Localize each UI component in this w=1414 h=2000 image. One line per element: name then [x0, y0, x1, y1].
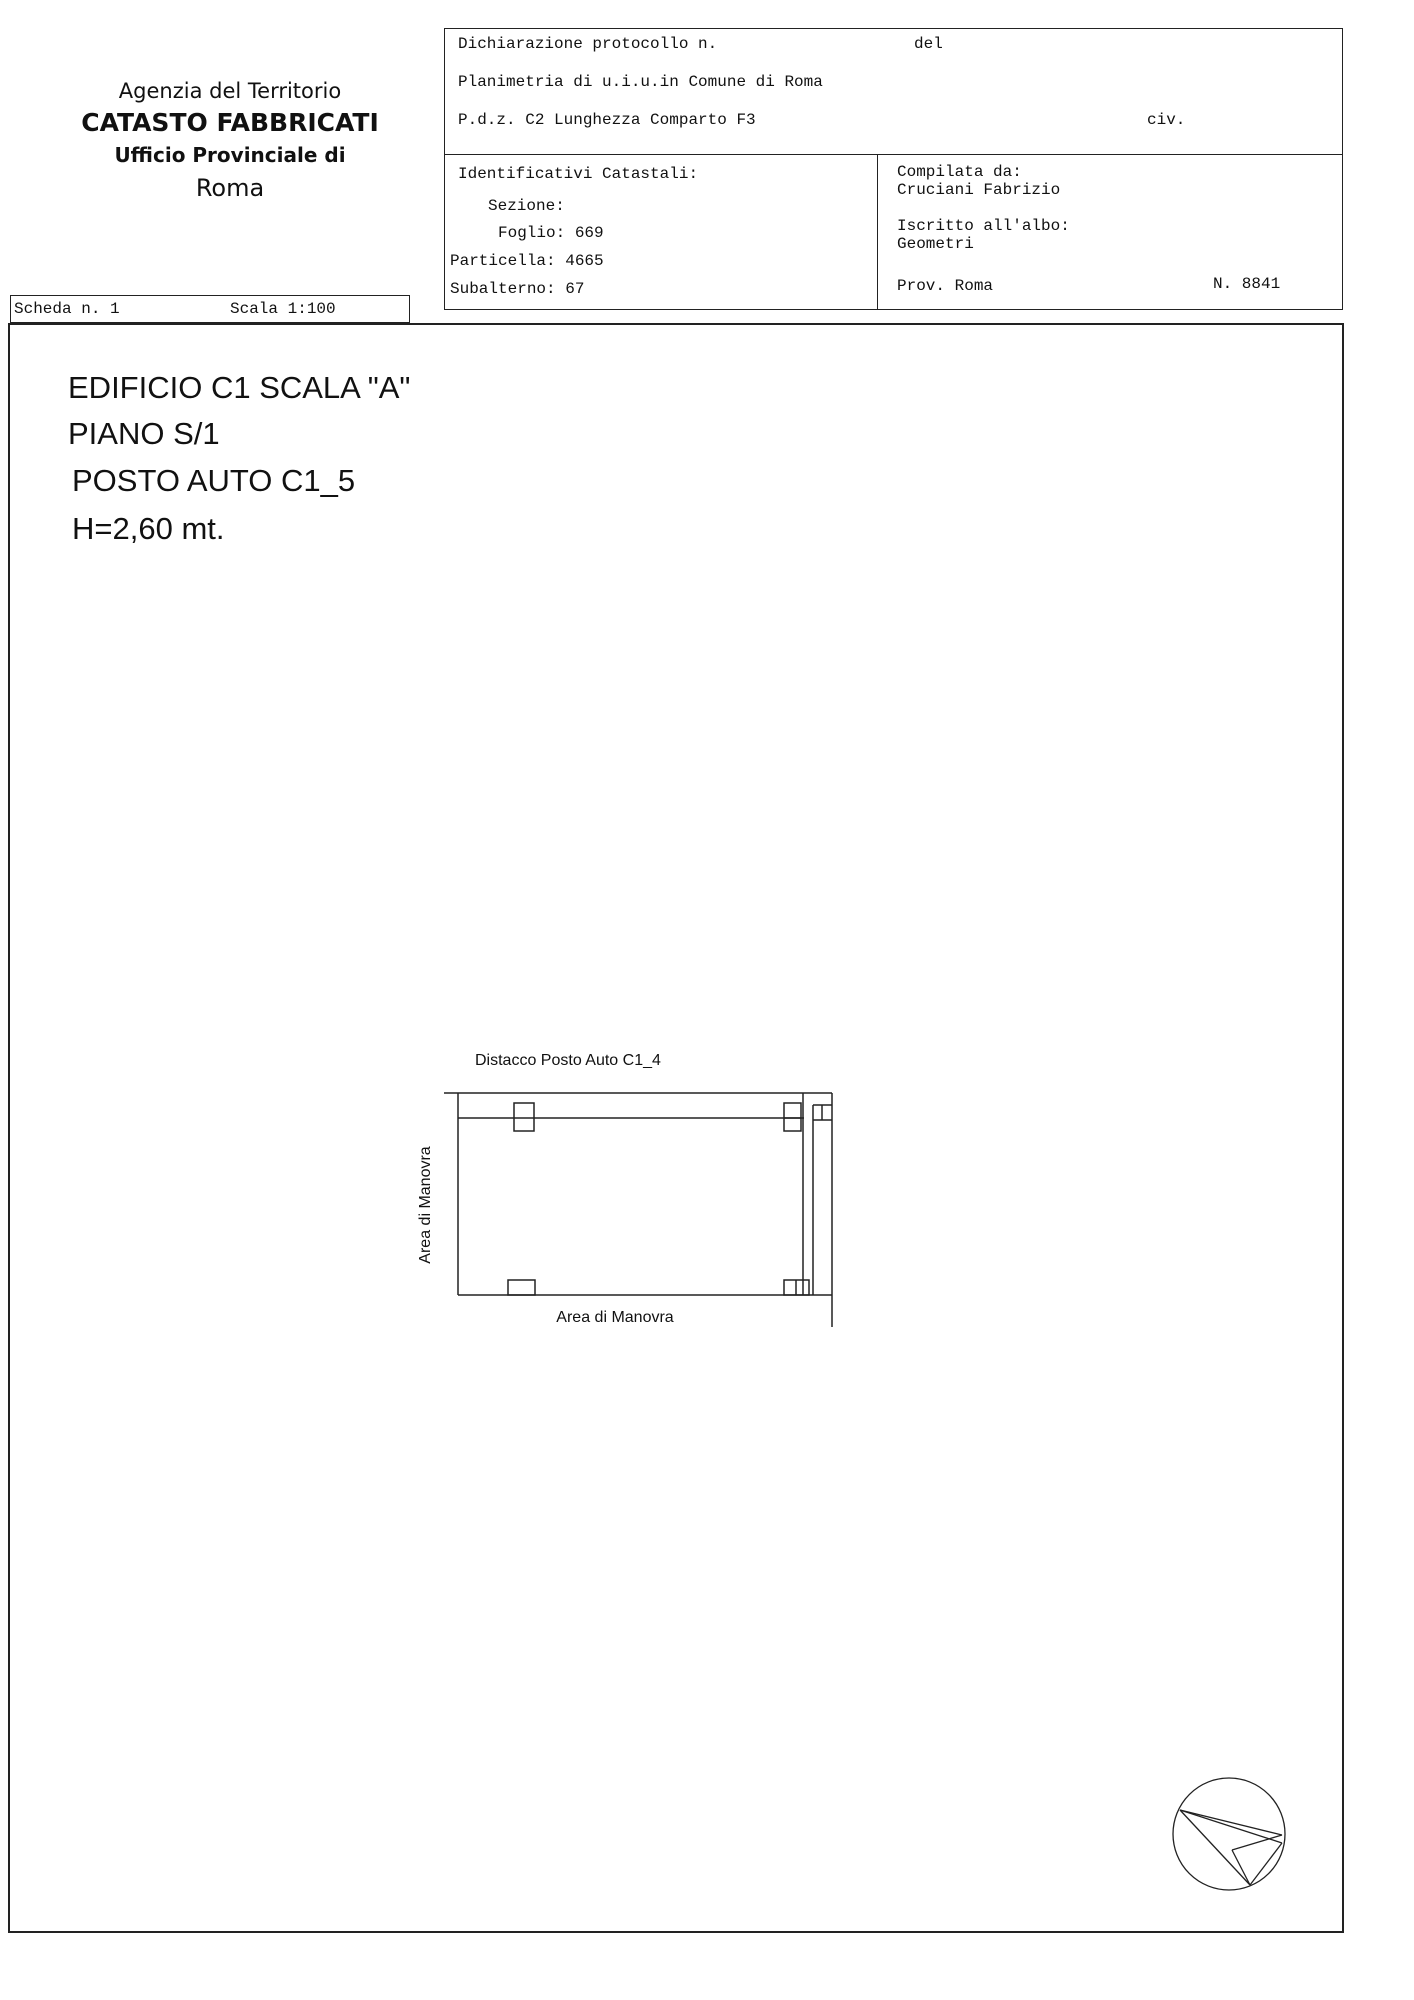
office-city: Roma	[195, 174, 265, 202]
office-label: Ufficio Provinciale di	[114, 143, 346, 167]
subalterno-field: Subalterno: 67	[450, 280, 585, 298]
sheet-number: Scheda n. 1	[14, 300, 120, 318]
left-maneuver-label: Area di Manovra	[417, 1146, 434, 1264]
agency-header	[30, 76, 430, 206]
registration-number: N. 8841	[1213, 275, 1281, 293]
protocol-date-label: del	[914, 35, 943, 53]
plan-pillars	[508, 1103, 809, 1295]
parking-floor-plan	[400, 1045, 860, 1345]
bottom-maneuver-label: Area di Manovra	[556, 1309, 674, 1326]
province-field: Prov. Roma	[897, 277, 994, 295]
compiler-name: Cruciani Fabrizio	[897, 181, 1061, 199]
plan-walls	[444, 1093, 832, 1327]
top-neighbor-label: Distacco Posto Auto C1_4	[475, 1052, 661, 1069]
protocol-label: Dichiarazione protocollo n.	[458, 35, 718, 53]
agency-name: Agenzia del Territorio	[118, 79, 342, 103]
planimetria-text: Planimetria di u.i.u.in Comune di Roma	[458, 73, 823, 91]
compiler-label: Compilata da:	[897, 163, 1022, 181]
header-column-divider	[877, 154, 878, 309]
declaration-box	[444, 28, 1343, 310]
north-arrow-icon	[1170, 1775, 1288, 1893]
foglio-field: Foglio: 669	[498, 224, 604, 242]
albo-label: Iscritto all'albo:	[897, 217, 1070, 235]
albo-value: Geometri	[897, 235, 974, 253]
identifiers-title: Identificativi Catastali:	[458, 165, 699, 183]
header-divider	[445, 154, 1342, 155]
pdz-text: P.d.z. C2 Lunghezza Comparto F3	[458, 111, 756, 129]
sheet-info-box	[10, 295, 410, 323]
particella-field: Particella: 4665	[450, 252, 604, 270]
sezione-field: Sezione:	[488, 197, 565, 215]
scale-label: Scala 1:100	[230, 300, 336, 318]
catasto-title: CATASTO FABBRICATI	[81, 108, 379, 137]
building-title: EDIFICIO C1 SCALA "A"	[68, 370, 411, 405]
height-title: H=2,60 mt.	[72, 511, 225, 546]
civ-label: civ.	[1147, 111, 1186, 129]
floor-title: PIANO S/1	[68, 416, 220, 451]
unit-title: POSTO AUTO C1_5	[72, 463, 356, 498]
